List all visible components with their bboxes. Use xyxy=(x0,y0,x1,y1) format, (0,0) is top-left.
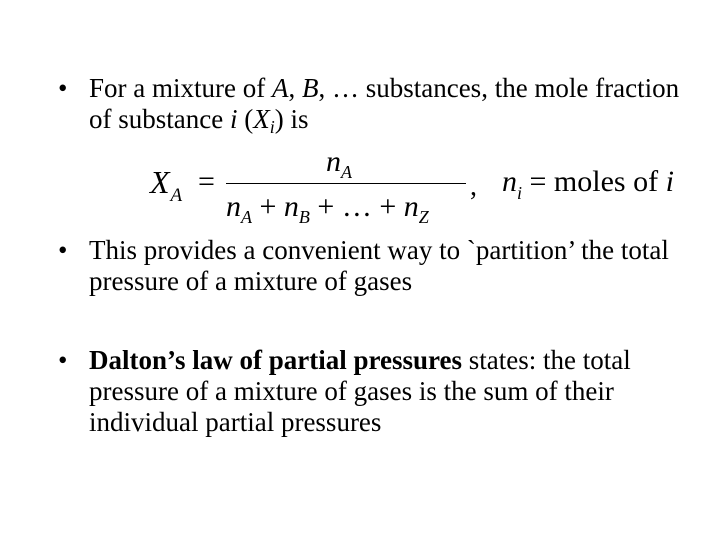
rhs-variable: n xyxy=(502,165,517,198)
bullet-text xyxy=(89,73,698,143)
variable-i: i xyxy=(229,104,238,134)
denom-var: n xyxy=(283,190,299,223)
formula-definition xyxy=(502,164,674,203)
numerator-variable: n xyxy=(326,145,341,178)
denom-operator: + xyxy=(252,190,284,223)
law-name: Dalton’s law of partial pressures xyxy=(89,345,463,375)
fraction-bar xyxy=(226,183,466,184)
bullet-text xyxy=(89,345,698,438)
denom-sub: B xyxy=(298,207,310,227)
lhs-variable: X xyxy=(150,164,170,200)
fraction-denominator xyxy=(226,190,429,227)
bullet-mole-fraction xyxy=(58,73,698,143)
text-segment: ( xyxy=(237,104,254,134)
variable-b: B xyxy=(301,73,319,103)
denom-operator: + … + xyxy=(309,190,404,223)
formula-lhs xyxy=(150,164,182,206)
numerator-subscript: A xyxy=(341,162,352,182)
text-segment: ) is xyxy=(274,104,309,134)
bullet-text: This provides a convenient way to `partition’ the total pressure of a mixture of gases xyxy=(89,235,669,296)
denom-sub: A xyxy=(241,207,252,227)
lhs-subscript: A xyxy=(170,185,183,206)
law-statement: states: the total pressure of a mixture of gases is the sum of their individual partial pressures xyxy=(89,345,631,437)
rhs-variable-i: i xyxy=(665,165,674,198)
bullet-dot: • xyxy=(58,235,68,265)
bullet-dot: • xyxy=(58,73,68,103)
variable-x: X xyxy=(253,104,270,134)
bullet-daltons-law xyxy=(58,345,698,438)
bullet-partition xyxy=(58,235,698,297)
fraction-numerator xyxy=(326,145,352,182)
denom-var: n xyxy=(226,190,241,223)
denom-sub: Z xyxy=(418,207,429,227)
mole-fraction-formula xyxy=(150,145,674,230)
text-segment: , xyxy=(288,73,302,103)
text-segment: , … substances, the mole fraction of substance xyxy=(89,73,680,134)
formula-equals: = xyxy=(198,165,215,198)
fraction xyxy=(226,145,476,230)
text-segment: For a mixture of xyxy=(89,73,272,103)
subscript-i: i xyxy=(269,117,275,137)
variable-a: A xyxy=(271,73,289,103)
formula-comma: , xyxy=(470,171,477,202)
rhs-subscript: i xyxy=(517,183,523,203)
rhs-text: = moles of xyxy=(522,165,666,198)
bullet-dot: • xyxy=(58,345,68,375)
denom-var: n xyxy=(403,190,419,223)
